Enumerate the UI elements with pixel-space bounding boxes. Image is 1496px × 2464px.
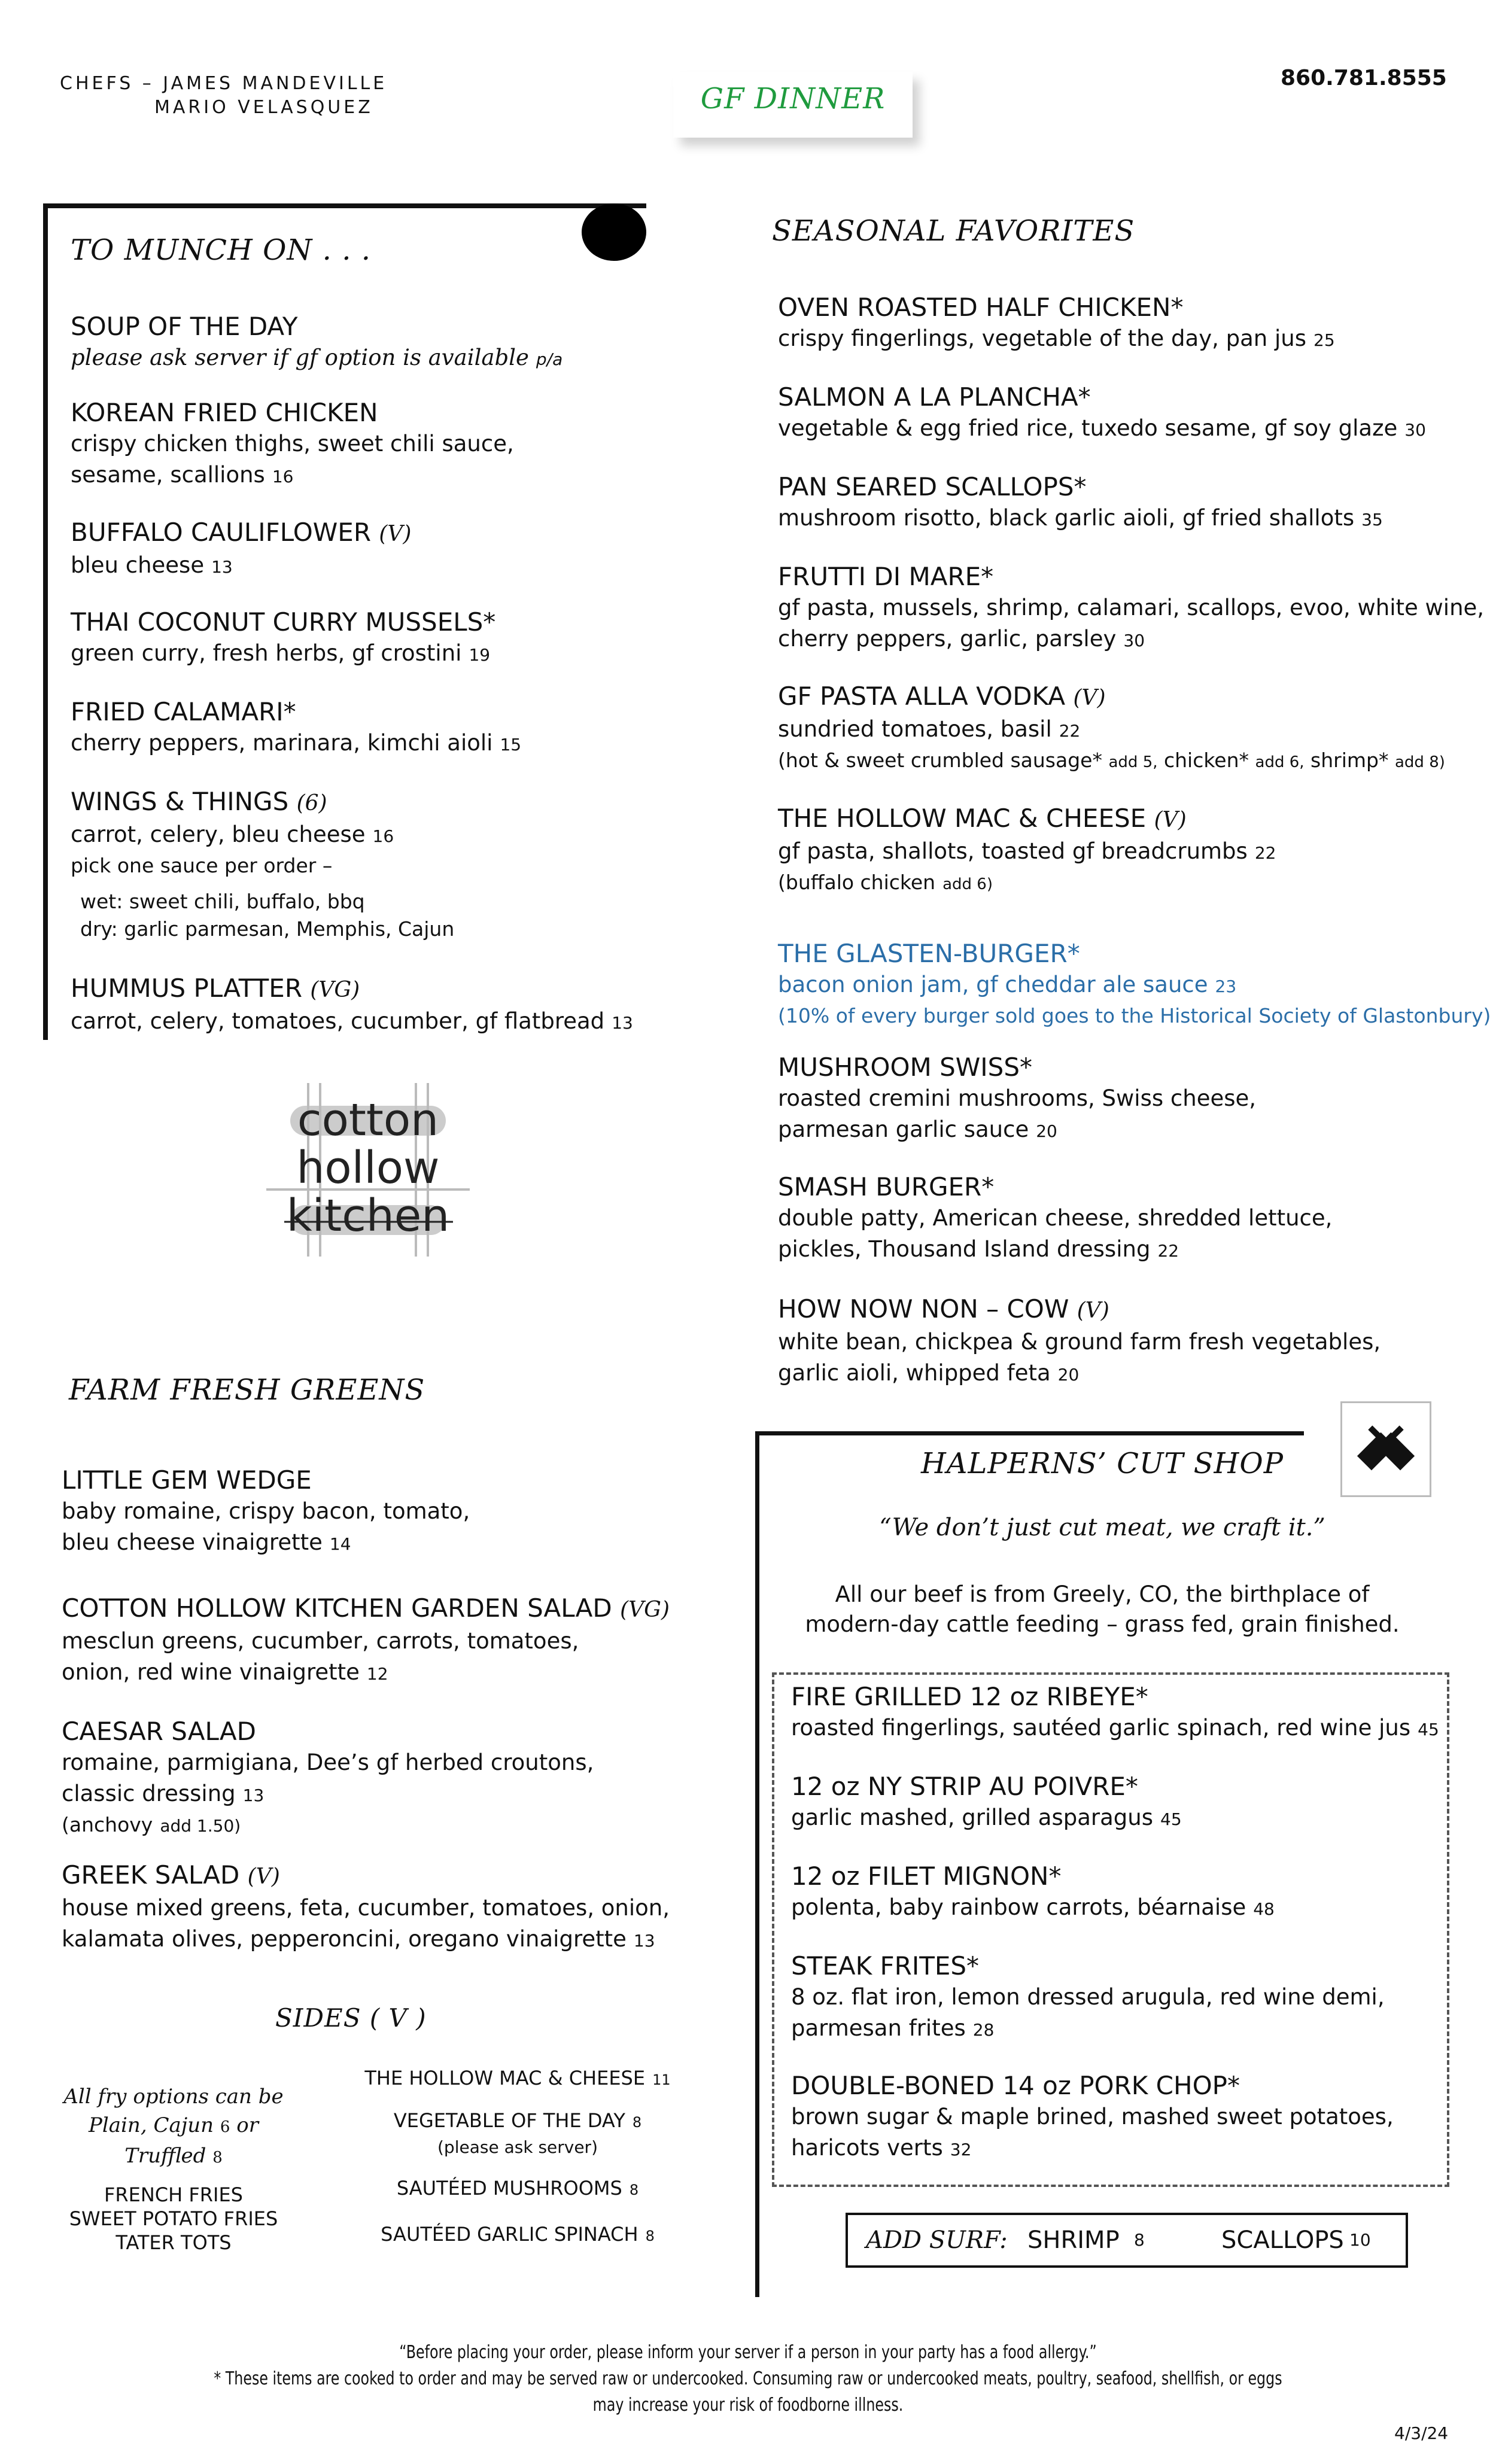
menu-item (62, 1860, 670, 1957)
item-price: 16 (372, 826, 394, 846)
side-price: 8 (645, 2228, 655, 2244)
item-tag: (V) (1073, 686, 1106, 710)
item-desc: garlic aioli, whipped feta (778, 1360, 1051, 1386)
item-note-part: shrimp* (1310, 749, 1389, 772)
item-note: pick one sauce per order – (71, 854, 333, 877)
item-note-price: add 1.50) (160, 1816, 241, 1836)
menu-item (71, 607, 495, 671)
fry-option: TATER TOTS (115, 2231, 232, 2254)
item-name: FRUTTI DI MARE* (778, 562, 994, 591)
item-name: MUSHROOM SWISS* (778, 1052, 1033, 1082)
item-name: BUFFALO CAULIFLOWER (71, 518, 372, 547)
item-desc: baby romaine, crispy bacon, tomato, (62, 1498, 470, 1524)
greens-heading: FARM FRESH GREENS (69, 1373, 425, 1407)
item-note-part: add 8) (1394, 753, 1445, 771)
seasonal-heading: SEASONAL FAVORITES (772, 214, 1135, 248)
item-desc: crispy chicken thighs, sweet chili sauce, (71, 431, 514, 457)
menu-item (62, 1716, 594, 1840)
item-desc: double patty, American cheese, shredded lettuce, (778, 1205, 1333, 1231)
item-tag: (V) (1077, 1298, 1109, 1323)
logo-line-1: cotton (297, 1094, 439, 1146)
item-desc: romaine, parmigiana, Dee’s gf herbed croutons, (62, 1750, 594, 1775)
surf-scallops: SCALLOPS (1221, 2226, 1344, 2254)
surf-scallops-price: 10 (1349, 2230, 1371, 2250)
phone-number: 860.781.8555 (1281, 66, 1447, 90)
menu-item (778, 292, 1335, 356)
item-name: KOREAN FRIED CHICKEN (71, 398, 378, 427)
side-note: (please ask server) (437, 2137, 598, 2157)
item-price: p/a (536, 349, 563, 369)
item-price: 28 (972, 2020, 995, 2040)
item-desc: sesame, scallions (71, 462, 265, 488)
chefs-line-1: CHEFS – JAMES MANDEVILLE (60, 73, 388, 94)
item-desc: house mixed greens, feta, cucumber, tomatoes, onion, (62, 1895, 670, 1921)
item-desc: carrot, celery, tomatoes, cucumber, gf flatbread (71, 1008, 605, 1034)
menu-item (778, 1172, 1332, 1267)
item-price: 19 (469, 645, 491, 665)
cotton-hollow-logo (266, 1083, 470, 1257)
sauce-dry: dry: garlic parmesan, Memphis, Cajun (80, 917, 455, 941)
cutshop-about (755, 1580, 1449, 1639)
item-price: 13 (242, 1785, 264, 1805)
logo-line-2: hollow (296, 1142, 440, 1194)
sauce-wet: wet: sweet chili, buffalo, bbq (80, 890, 365, 913)
menu-item (791, 1951, 1385, 2046)
menu-item (791, 2070, 1394, 2165)
item-price: 13 (633, 1931, 655, 1951)
item-price: 30 (1123, 631, 1145, 650)
chefs-credit (60, 72, 387, 120)
menu-item (791, 1771, 1182, 1835)
item-desc: polenta, baby rainbow carrots, béarnaise (791, 1894, 1246, 1920)
item-name: OVEN ROASTED HALF CHICKEN* (778, 293, 1184, 322)
item-desc: pickles, Thousand Island dressing (778, 1236, 1151, 1262)
menu-item (778, 1294, 1381, 1391)
fry-note-line1: All fry options can be (63, 2085, 284, 2109)
item-desc: sundried tomatoes, basil (778, 716, 1052, 742)
item-name: COTTON HOLLOW KITCHEN GARDEN SALAD (62, 1593, 612, 1623)
item-name: 12 oz FILET MIGNON* (791, 1861, 1062, 1891)
item-name: FIRE GRILLED 12 oz RIBEYE* (791, 1682, 1148, 1711)
black-dot-decoration (582, 203, 646, 261)
side-price: 8 (632, 2114, 642, 2131)
item-desc: brown sugar & maple brined, mashed sweet potatoes, (791, 2104, 1394, 2130)
item-price: 13 (612, 1013, 633, 1033)
item-name: SOUP OF THE DAY (71, 312, 298, 341)
sides-list (356, 2065, 679, 2249)
item-desc: bacon onion jam, gf cheddar ale sauce (778, 972, 1208, 997)
item-name: THE GLASTEN-BURGER* (778, 939, 1080, 968)
fry-note-or: or (236, 2113, 259, 2137)
add-surf-box (846, 2213, 1408, 2268)
item-note-part: add 5, (1108, 753, 1158, 771)
fry-note-line2: Plain, Cajun (89, 2113, 214, 2137)
item-desc: bleu cheese (71, 552, 205, 578)
item-desc: carrot, celery, bleu cheese (71, 822, 366, 847)
item-note-part: add 6, (1255, 753, 1305, 771)
item-note: (10% of every burger sold goes to the Historical Society of Glastonbury) (778, 1004, 1491, 1027)
item-note-part: chicken* (1164, 749, 1249, 772)
item-desc: green curry, fresh herbs, gf crostini (71, 640, 462, 666)
item-desc: parmesan frites (791, 2015, 966, 2041)
item-name: 12 oz NY STRIP AU POIVRE* (791, 1772, 1138, 1801)
item-name: SALMON A LA PLANCHA* (778, 382, 1091, 412)
item-desc: parmesan garlic sauce (778, 1117, 1029, 1142)
cutshop-quote: “We don’t just cut meat, we craft it.” (879, 1514, 1325, 1541)
item-name: SMASH BURGER* (778, 1172, 995, 1201)
surf-shrimp-price: 8 (1134, 2230, 1145, 2250)
fry-note-line3: Truffled (124, 2144, 206, 2168)
item-name: FRIED CALAMARI* (71, 697, 296, 726)
fry-price-cajun: 6 (220, 2118, 230, 2136)
item-desc: cherry peppers, marinara, kimchi aioli (71, 730, 493, 756)
item-name: HUMMUS PLATTER (71, 974, 303, 1003)
menu-item (71, 397, 514, 492)
item-price: 12 (366, 1664, 388, 1684)
menu-item (778, 382, 1426, 446)
item-price: 22 (1157, 1241, 1179, 1261)
item-price: 45 (1418, 1720, 1439, 1739)
item-name: THE HOLLOW MAC & CHEESE (778, 804, 1147, 833)
item-price: 15 (500, 735, 522, 755)
item-desc: garlic mashed, grilled asparagus (791, 1805, 1154, 1830)
item-desc: gf pasta, shallots, toasted gf breadcrumbs (778, 838, 1248, 864)
fry-option: SWEET POTATO FRIES (69, 2207, 278, 2230)
item-price: 25 (1313, 330, 1335, 350)
item-note-price: add 6) (942, 875, 993, 893)
item-price: 30 (1404, 420, 1426, 440)
menu-item (71, 696, 521, 761)
item-price: 20 (1057, 1365, 1080, 1385)
fry-price-truffled: 8 (212, 2149, 223, 2167)
item-desc: classic dressing (62, 1781, 236, 1806)
fry-note (54, 2082, 293, 2255)
menu-item (62, 1593, 670, 1690)
item-note: (anchovy (62, 1813, 153, 1836)
item-tag: (6) (296, 791, 327, 816)
item-price: 22 (1254, 843, 1276, 863)
add-surf-label: ADD SURF: (866, 2226, 1008, 2254)
menu-item (778, 471, 1383, 536)
item-desc: please ask server if gf option is available (71, 345, 529, 370)
item-desc: gf pasta, mussels, shrimp, calamari, scallops, evoo, white wine, (778, 595, 1485, 620)
item-price: 23 (1215, 977, 1237, 996)
item-name: WINGS & THINGS (71, 787, 289, 816)
menu-item (71, 786, 454, 943)
item-price: 32 (950, 2140, 972, 2159)
menu-date: 4/3/24 (1394, 2423, 1449, 2443)
item-name: GF PASTA ALLA VODKA (778, 682, 1066, 711)
item-desc: crispy fingerlings, vegetable of the day, pan jus (778, 326, 1307, 351)
side-price: 11 (652, 2071, 671, 2088)
item-desc: mushroom risotto, black garlic aioli, gf fried shallots (778, 505, 1355, 531)
item-name: DOUBLE-BONED 14 oz PORK CHOP* (791, 2071, 1240, 2100)
item-desc: white bean, chickpea & ground farm fresh vegetables, (778, 1329, 1381, 1355)
menu-item (791, 1681, 1439, 1745)
item-price: 45 (1160, 1809, 1182, 1829)
side-price: 8 (629, 2182, 639, 2198)
item-price: 48 (1253, 1899, 1275, 1919)
item-tag: (VG) (310, 978, 360, 1002)
menu-title: GF DINNER (700, 82, 886, 115)
menu-title-box (673, 72, 913, 138)
item-price: 16 (272, 467, 294, 486)
item-desc: mesclun greens, cucumber, carrots, tomatoes, (62, 1628, 579, 1654)
side-name: THE HOLLOW MAC & CHEESE (364, 2067, 646, 2089)
item-name: CAESAR SALAD (62, 1717, 256, 1746)
item-desc: roasted cremini mushrooms, Swiss cheese, (778, 1085, 1257, 1111)
side-name: SAUTÉED MUSHROOMS (396, 2177, 622, 2200)
footer-raw-warning: * These items are cooked to order and may be served raw or undercooked. Consuming raw or undercooked meats, poultry, seafood, shellfish, or eggs (214, 2368, 1282, 2389)
item-name: HOW NOW NON – COW (778, 1294, 1069, 1324)
item-price: 14 (329, 1534, 351, 1554)
menu-item-featured (778, 938, 1491, 1030)
munch-heading: TO MUNCH ON . . . (71, 233, 371, 267)
menu-item (71, 311, 562, 375)
menu-item (778, 1052, 1256, 1147)
item-tag: (V) (1154, 808, 1187, 832)
menu-item (778, 561, 1484, 656)
sides-heading: SIDES ( V ) (275, 2003, 427, 2033)
item-desc: onion, red wine vinaigrette (62, 1659, 360, 1685)
item-price: 35 (1361, 510, 1383, 530)
item-price: 22 (1059, 721, 1081, 741)
menu-item (778, 803, 1276, 898)
menu-item (791, 1861, 1275, 1925)
menu-item (71, 517, 411, 583)
item-price: 20 (1036, 1121, 1057, 1141)
item-tag: (V) (247, 1864, 280, 1889)
logo-line-3: kitchen (286, 1190, 450, 1242)
item-desc: vegetable & egg fried rice, tuxedo sesame, gf soy glaze (778, 415, 1398, 441)
chefs-line-2: MARIO VELASQUEZ (154, 97, 373, 118)
item-desc: cherry peppers, garlic, parsley (778, 626, 1117, 652)
item-price: 13 (211, 557, 233, 577)
cutshop-about-line1: All our beef is from Greely, CO, the birthplace of (835, 1581, 1370, 1607)
item-tag: (V) (379, 522, 412, 546)
item-name: STEAK FRITES* (791, 1951, 980, 1981)
item-desc: haricots verts (791, 2135, 943, 2161)
item-name: GREEK SALAD (62, 1860, 240, 1890)
menu-item (62, 1465, 470, 1560)
side-name: SAUTÉED GARLIC SPINACH (381, 2223, 638, 2246)
item-tag: (VG) (620, 1598, 670, 1622)
footer-allergy: “Before placing your order, please inform your server if a person in your party has a food allergy.” (399, 2342, 1097, 2363)
menu-item (71, 973, 633, 1039)
item-name: PAN SEARED SCALLOPS* (778, 472, 1087, 501)
item-desc: bleu cheese vinaigrette (62, 1529, 323, 1555)
cutshop-heading: HALPERNS’ CUT SHOP (920, 1447, 1284, 1480)
footer-raw-warning-cont: may increase your risk of foodborne illness. (592, 2395, 904, 2416)
item-name: LITTLE GEM WEDGE (62, 1465, 312, 1495)
item-note: (hot & sweet crumbled sausage* (778, 749, 1102, 772)
menu-item (778, 681, 1445, 776)
side-name: VEGETABLE OF THE DAY (393, 2109, 625, 2132)
fry-option: FRENCH FRIES (104, 2183, 243, 2206)
surf-shrimp: SHRIMP (1027, 2226, 1120, 2254)
cutshop-about-line2: modern-day cattle feeding – grass fed, grain finished. (805, 1611, 1400, 1637)
item-desc: kalamata olives, pepperoncini, oregano vinaigrette (62, 1926, 627, 1952)
item-desc: 8 oz. flat iron, lemon dressed arugula, red wine demi, (791, 1984, 1385, 2010)
item-note: (buffalo chicken (778, 871, 936, 894)
item-name: THAI COCONUT CURRY MUSSELS* (71, 607, 496, 637)
item-desc: roasted fingerlings, sautéed garlic spinach, red wine jus (791, 1715, 1411, 1741)
